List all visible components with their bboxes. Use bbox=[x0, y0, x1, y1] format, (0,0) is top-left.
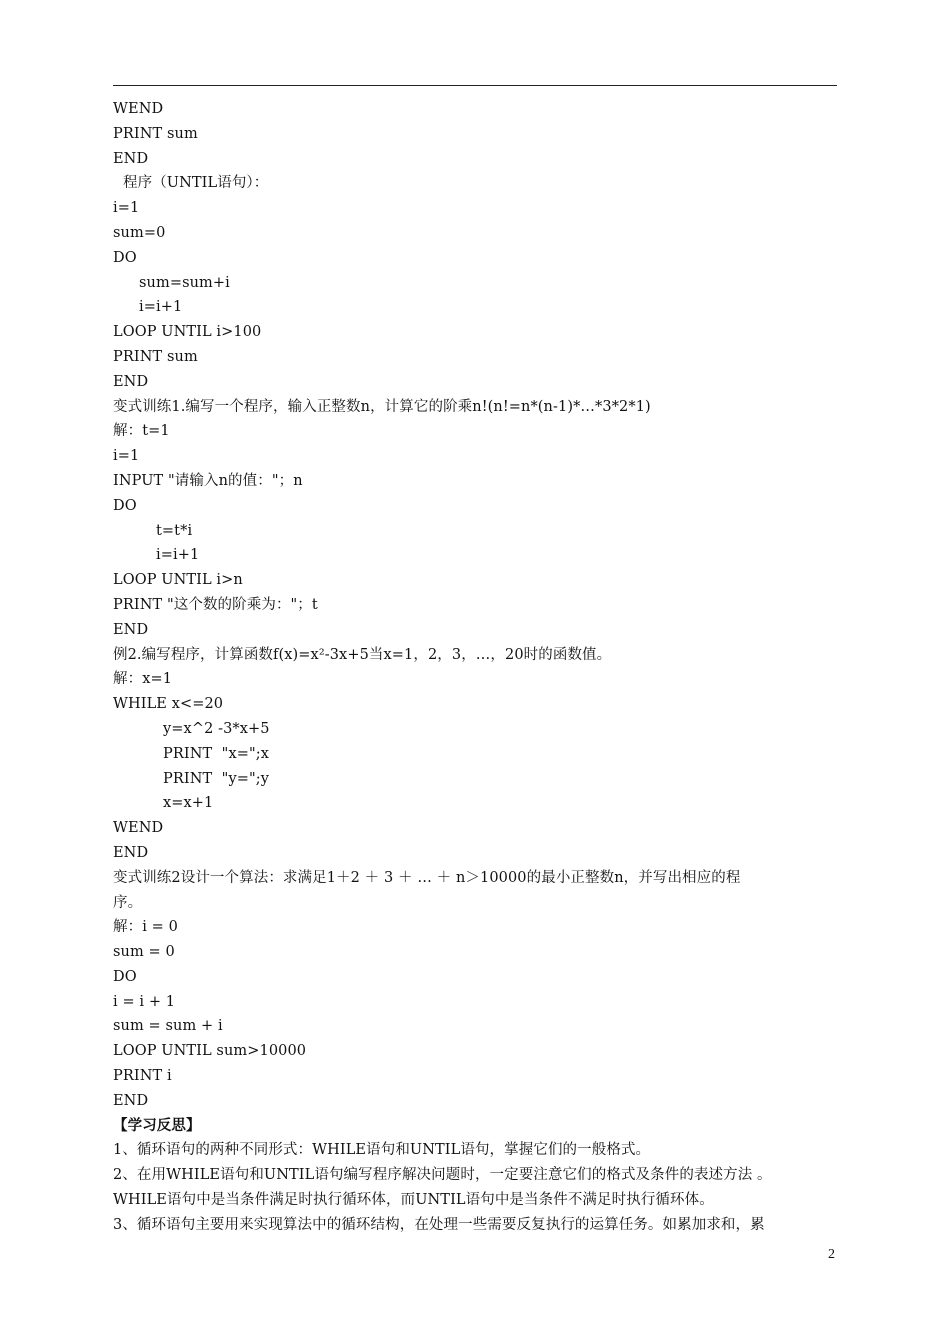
text-line: END bbox=[113, 150, 149, 167]
text-line: PRINT "y=";y bbox=[163, 770, 270, 787]
text-line: sum = 0 bbox=[113, 944, 175, 961]
text-line: PRINT "x=";x bbox=[163, 745, 270, 762]
text-line: DO bbox=[113, 968, 137, 985]
text-line: 变式训练2设计一个算法：求满足1＋2 ＋ 3 ＋ … ＋ n＞10000的最小正整数n，并写出相应的程 bbox=[113, 869, 741, 886]
text-line: WEND bbox=[113, 101, 164, 117]
text-line: t=t*i bbox=[156, 522, 193, 539]
text-line: DO bbox=[113, 497, 137, 514]
text-line: i=1 bbox=[113, 448, 140, 465]
text-line: 2、在用WHILE语句和UNTIL语句编写程序解决问题时，一定要注意它们的格式及条件的表述方法 。 bbox=[113, 1167, 772, 1184]
text-line: x=x+1 bbox=[163, 795, 214, 812]
text-line: y=x^2 -3*x+5 bbox=[163, 720, 270, 737]
header-rule bbox=[113, 85, 837, 86]
text-line: LOOP UNTIL i>n bbox=[113, 572, 243, 589]
document-body bbox=[113, 97, 837, 1238]
text-line: 序。 bbox=[113, 894, 143, 911]
text-line: 解：t=1 bbox=[113, 423, 170, 440]
text-line: INPUT "请输入n的值："；n bbox=[113, 472, 303, 489]
text-line: sum = sum + i bbox=[113, 1018, 223, 1035]
text-line: 3、循环语句主要用来实现算法中的循环结构，在处理一些需要反复执行的运算任务。如累加求和，累 bbox=[113, 1216, 765, 1233]
text-line: WHILE x<=20 bbox=[113, 696, 224, 713]
text-line: 1、循环语句的两种不同形式：WHILE语句和UNTIL语句，掌握它们的一般格式。 bbox=[113, 1142, 651, 1159]
text-line: 程序（UNTIL语句）： bbox=[123, 175, 269, 192]
text-line: 解：i = 0 bbox=[113, 919, 178, 936]
text-line: DO bbox=[113, 249, 137, 266]
page-number: 2 bbox=[828, 1247, 835, 1262]
section-heading: 【学习反思】 bbox=[113, 1116, 201, 1134]
text-line: END bbox=[113, 373, 149, 390]
text-line: LOOP UNTIL i>100 bbox=[113, 324, 262, 341]
text-line: PRINT sum bbox=[113, 125, 198, 142]
text-line: END bbox=[113, 844, 149, 861]
text-line: LOOP UNTIL sum>10000 bbox=[113, 1043, 307, 1060]
text-line: i=1 bbox=[113, 200, 140, 217]
text-line: END bbox=[113, 621, 149, 638]
text-line: 例2.编写程序，计算函数f(x)=x²-3x+5当x=1，2，3，…，20时的函数值。 bbox=[113, 646, 612, 663]
text-line: WEND bbox=[113, 820, 164, 837]
text-line: sum=sum+i bbox=[139, 274, 230, 291]
text-line: i=i+1 bbox=[139, 299, 183, 316]
text-line: 变式训练1.编写一个程序，输入正整数n，计算它的阶乘n!(n!=n*(n-1)*…*3*2*1) bbox=[113, 398, 651, 415]
text-line: PRINT sum bbox=[113, 348, 198, 365]
text-line: 解：x=1 bbox=[113, 671, 173, 688]
text-line: sum=0 bbox=[113, 224, 166, 241]
text-line: END bbox=[113, 1092, 149, 1109]
text-line: PRINT i bbox=[113, 1068, 172, 1085]
text-line: PRINT "这个数的阶乘为："；t bbox=[113, 596, 318, 613]
text-line: WHILE语句中是当条件满足时执行循环体，而UNTIL语句中是当条件不满足时执行循环体。 bbox=[113, 1192, 714, 1209]
text-line: i=i+1 bbox=[156, 547, 200, 564]
text-line: i = i + 1 bbox=[113, 993, 176, 1010]
